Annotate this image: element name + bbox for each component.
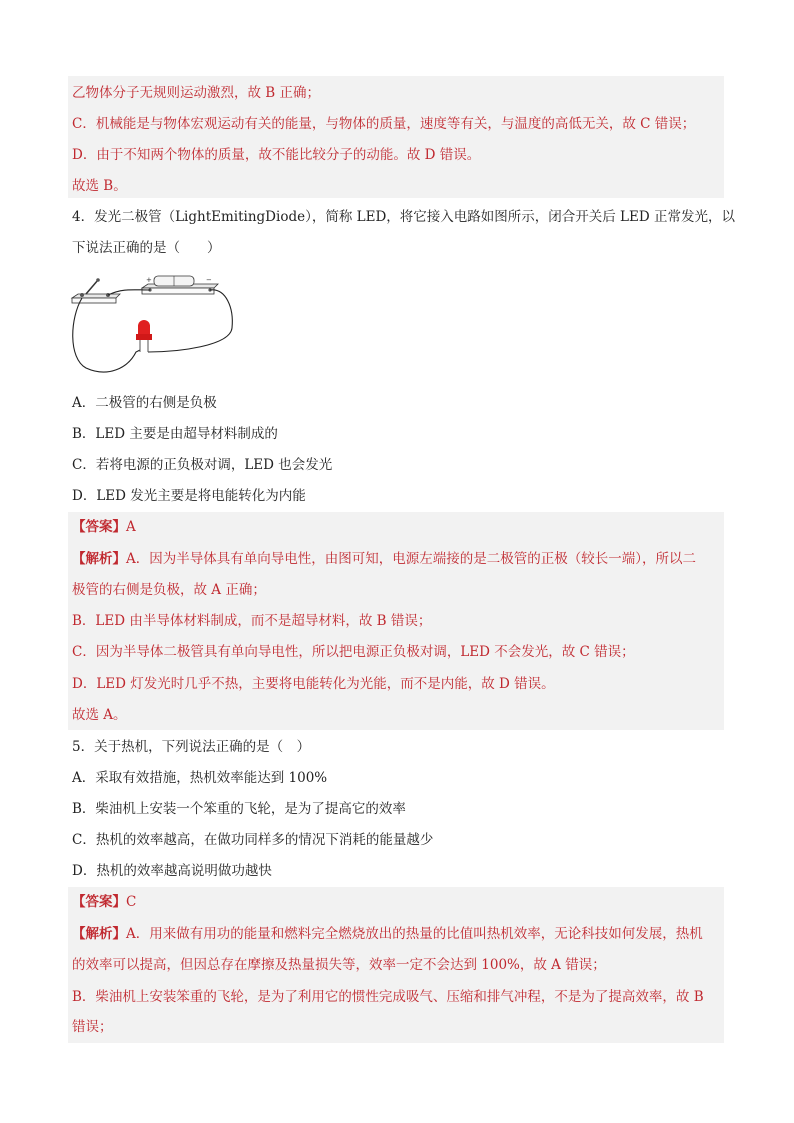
q5-analysis-line-4: 错误； bbox=[72, 1019, 113, 1035]
answer-value: C bbox=[126, 894, 137, 910]
q5-analysis-line-3: B．柴油机上安装笨重的飞轮，是为了利用它的惯性完成吸气、压缩和排气冲程，不是为了提高效率，故 B bbox=[72, 989, 704, 1005]
q5-option-c: C．热机的效率越高，在做功同样多的情况下消耗的能量越少 bbox=[72, 832, 434, 848]
q4-analysis-line-5: D．LED 灯发光时几乎不热，主要将电能转化为光能，而不是内能，故 D 错误。 bbox=[72, 676, 555, 692]
circuit-diagram bbox=[68, 268, 238, 380]
answer-label: 【答案】 bbox=[72, 519, 126, 535]
q4-option-b: B．LED 主要是由超导材料制成的 bbox=[72, 426, 278, 442]
q4-analysis-line-4: C．因为半导体二极管具有单向导电性，所以把电源正负极对调，LED 不会发光，故 C 错误； bbox=[72, 644, 635, 660]
answer-value: A bbox=[126, 519, 136, 535]
q5-stem: 5．关于热机，下列说法正确的是（ ） bbox=[72, 739, 311, 755]
q4-analysis-line-2: 极管的右侧是负极，故 A 正确； bbox=[72, 582, 266, 598]
q4-answer bbox=[72, 516, 136, 538]
q4-analysis-line-3: B．LED 由半导体材料制成，而不是超导材料，故 B 错误； bbox=[72, 613, 432, 629]
q5-option-a: A．采取有效措施，热机效率能达到 100% bbox=[72, 770, 328, 786]
q4-stem-line-2: 下说法正确的是（ ） bbox=[72, 240, 221, 256]
q4-option-a: A．二极管的右侧是负极 bbox=[72, 395, 217, 411]
answer-label: 【答案】 bbox=[72, 894, 126, 910]
q4-stem-line-1: 4．发光二极管（LightEmitingDiode），简称 LED，将它接入电路如图所示，闭合开关后 LED 正常发光，以 bbox=[72, 209, 735, 225]
q4-conclusion: 故选 A。 bbox=[72, 707, 127, 723]
prev-analysis-line-1: 乙物体分子无规则运动激烈，故 B 正确； bbox=[72, 85, 321, 101]
prev-analysis-line-2: C．机械能是与物体宏观运动有关的能量，与物体的质量，速度等有关，与温度的高低无关，故 C 错误； bbox=[72, 116, 696, 132]
q4-option-d: D．LED 发光主要是将电能转化为内能 bbox=[72, 488, 306, 504]
q5-option-b: B．柴油机上安装一个笨重的飞轮，是为了提高它的效率 bbox=[72, 801, 406, 817]
q5-analysis-line-2: 的效率可以提高，但因总存在摩擦及热量损失等，效率一定不会达到 100%，故 A 错误； bbox=[72, 957, 606, 973]
switch-icon bbox=[72, 278, 120, 303]
q4-analysis-line-1 bbox=[72, 548, 696, 570]
q5-answer bbox=[72, 891, 136, 913]
svg-text:−: − bbox=[206, 276, 212, 284]
analysis-text: A．用来做有用功的能量和燃料完全燃烧放出的热量的比值叫热机效率，无论科技如何发展，热机 bbox=[126, 926, 703, 942]
q5-option-d: D．热机的效率越高说明做功越快 bbox=[72, 863, 272, 879]
prev-conclusion: 故选 B。 bbox=[72, 178, 127, 194]
prev-analysis-line-3: D．由于不知两个物体的质量，故不能比较分子的动能。故 D 错误。 bbox=[72, 147, 481, 163]
battery-icon bbox=[142, 276, 218, 294]
analysis-text: A．因为半导体具有单向导电性，由图可知，电源左端接的是二极管的正极（较长一端），所以二 bbox=[126, 551, 696, 567]
analysis-label: 【解析】 bbox=[72, 551, 126, 567]
q5-analysis-line-1 bbox=[72, 923, 703, 945]
analysis-label: 【解析】 bbox=[72, 926, 126, 942]
led-icon bbox=[136, 320, 152, 352]
svg-text:+: + bbox=[146, 276, 152, 284]
q4-option-c: C．若将电源的正负极对调，LED 也会发光 bbox=[72, 457, 333, 473]
